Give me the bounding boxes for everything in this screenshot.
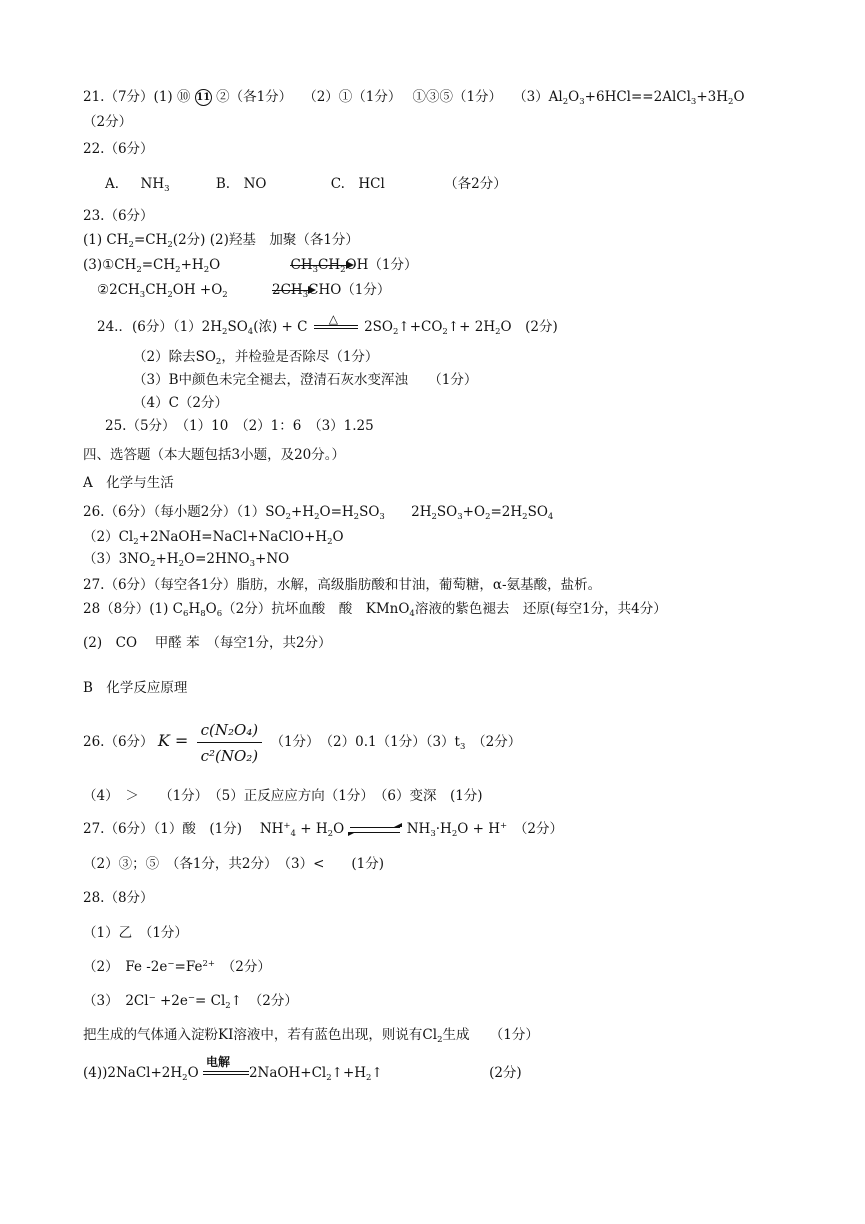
q24-line3: （3）B中颜色未完全褪去，澄清石灰水变浑浊 （1分） — [133, 372, 478, 388]
b27-line2: （2）③；⑤ （各1分，共2分） （3）< (1分) — [83, 856, 385, 872]
q25-line: 25.（5分） （1）10 （2）1：6 （3）1.25 — [105, 418, 374, 434]
q24-line2: （2）除去$SO_2$，并检验是否除尽（1分） — [133, 349, 379, 367]
q21-num11-circled: 11 — [195, 89, 212, 106]
section-b-heading: B 化学反应原理 — [83, 680, 188, 696]
b28-line4: 把生成的气体通入淀粉KI溶液中，若有蓝色出现，则说有$Cl_2$生成 （1分） — [83, 1027, 539, 1045]
q23-reaction-arrow-2: $2CH_3$ — [272, 281, 308, 299]
b26-line2: （4） ＞ （1分） （5）正反应应方向（1分） （6）变深 (1分) — [83, 788, 483, 804]
q21-label: 21.（7分）(1) — [83, 89, 173, 105]
q22-answers: A． $NH_3$ B. NO C. HCl （各2分） — [105, 176, 507, 194]
a26-line1: 26.（6分）（每小题2分）$(1)SO_2+H_2O=H_2SO_3$ $2H_2SO_3+O_2=2H_2SO_4$ — [83, 504, 554, 522]
q21-num2: ②（各1分） — [216, 89, 286, 105]
section-a-heading: A 化学与生活 — [83, 475, 174, 491]
q21-part2b: ①③⑤（1分） — [412, 89, 496, 105]
delta-icon: △ — [328, 311, 338, 326]
a26-line2: $(2)Cl_2+2NaOH=NaCl+NaClO+H_2O$ — [83, 529, 344, 547]
b28-line5: $(4))2NaCl+2H_2O$ 电解 $2NaOH+Cl_2↑+H_2↑$ (2分) — [83, 1054, 522, 1083]
equilibrium-constant-fraction: $\frac{\text{c(N₂O₄)}}{\text{c²(NO₂)}}$ — [197, 720, 263, 766]
equilibrium-arrows — [348, 821, 402, 839]
q22-heading: 22.（6分） — [83, 141, 154, 157]
b28-line1: （1）乙 （1分） — [83, 925, 188, 941]
equilibrium-constant-label: K = — [157, 731, 189, 750]
q23-reaction-arrow-1: $CH_3CH_2$ — [290, 256, 345, 274]
b27-line1: 27.（6分）（1）酸 (1分) $NH^+_4 + H_2O$ $NH_3\cdot H_2O + H^+$ （2分） — [83, 821, 563, 839]
a28-line2: (2) CO 甲醛 苯 （每空1分，共2分） — [83, 635, 332, 651]
b26-line1: 26.（6分） K = $\frac{\text{c(N₂O₄)}}{\text{c²(NO₂)}}$ （1分） （2）0.1（1分）$(3)t_3$ （2分） — [83, 720, 522, 765]
heat-condition-arrow — [312, 311, 360, 337]
b28-heading: 28.（8分） — [83, 890, 154, 906]
electrolysis-arrow: 电解 — [203, 1065, 249, 1083]
a28-line1: 28（8分）(1) $C_6H_8O_6(2$分）抗坏血酸 酸 KMnO$_4$溶液的紫色褪去 还原(每空1分，共4分） — [83, 601, 667, 619]
a26-line3: $(3)3NO_2+H_2O=2HNO_3+NO$ — [83, 551, 290, 569]
q23-line3: $②2CH_3CH_2OH +O_2$ $2CH_3$ CHO（1分） — [97, 282, 391, 300]
q21-part2: （2）①（1分） — [303, 89, 395, 105]
b28-line3: （3） $2Cl^- +2e^-= Cl_2↑$ （2分） — [83, 993, 298, 1011]
section-four-heading: 四、选答题（本大题包括3小题，及20分。） — [83, 447, 346, 463]
b28-line2: （2） Fe $-2e^-=Fe^{2+}$ （2分） — [83, 959, 271, 975]
q21-part3: $(3)Al_2O_3+6HCl==2AlCl_3+3H_2O$ — [513, 89, 745, 107]
a27-line: 27.（6分）（每空各1分）脂肪，水解，高级脂肪酸和甘油，葡萄糖，α-氨基酸，盐析。 — [83, 577, 602, 593]
q23-heading: 23.（6分） — [83, 208, 154, 224]
q23-line2: $(3)①CH_2=CH_2+H_2O$ $CH_3CH_2$ OH（1分） — [83, 257, 418, 275]
q21-line2: （2分） — [83, 114, 133, 130]
q23-line1: (1) $CH_2=CH_2(2$分) (2)羟基 加聚（各1分） — [83, 232, 359, 250]
q21-line1 — [83, 88, 745, 106]
q21-num10: ⑩ — [176, 89, 191, 105]
q24-line4: （4）C（2分） — [133, 395, 229, 411]
q24-line1: 24.．(6分）$(1)2H_2SO_4$(浓) + C △ $2SO_2↑+CO_2↑+ 2H_2O$ (2分) — [97, 311, 558, 337]
